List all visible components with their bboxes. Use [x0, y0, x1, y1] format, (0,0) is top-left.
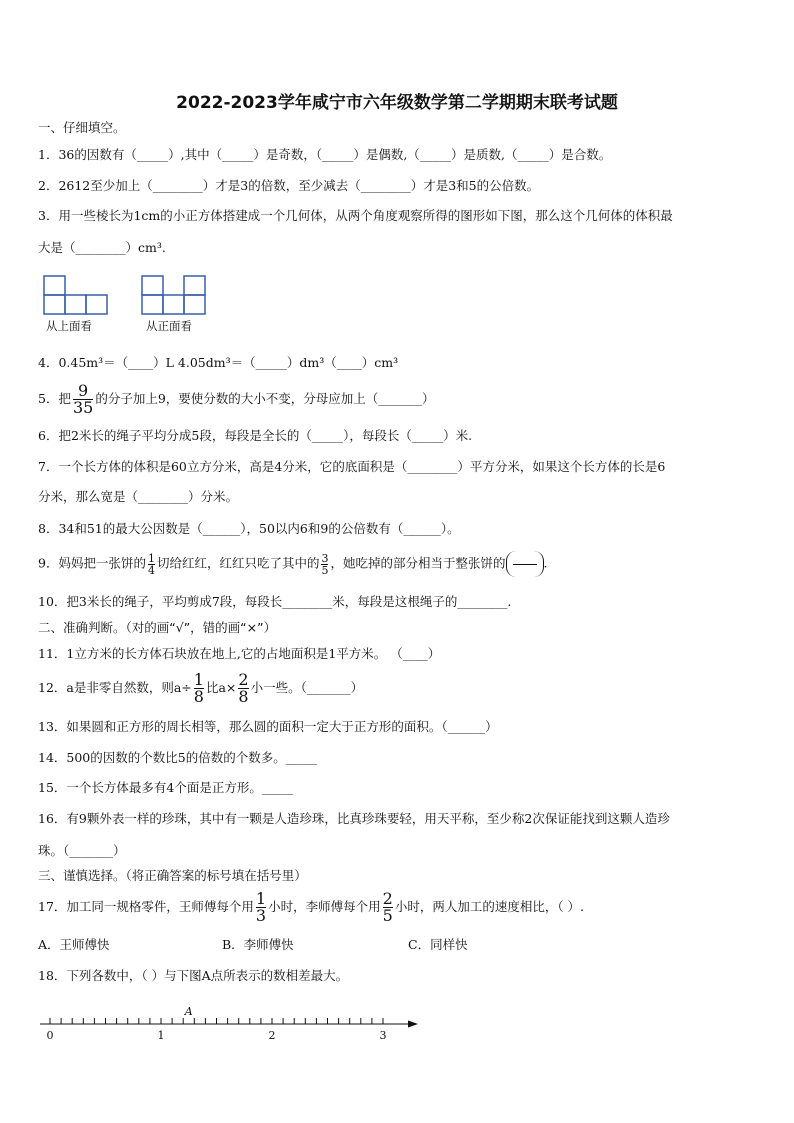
section-3-heading: 三、谨慎选择。（将正确答案的标号填在括号里） [38, 868, 307, 883]
question-6: 6．把2米长的绳子平均分成5段，每段是全长的（_____），每段长（_____）米. [38, 428, 473, 443]
q9-text-a: 9．妈妈把一张饼的 [38, 555, 146, 571]
q17-frac1-num: 1 [255, 889, 267, 908]
question-9 [38, 551, 547, 577]
q12-frac1-den: 8 [193, 687, 204, 706]
q9-fraction-1 [148, 553, 155, 576]
number-line [36, 1000, 426, 1044]
question-7-line-2: 分米，那么宽是（________）分米。 [38, 489, 239, 504]
number-line-arrow [408, 1021, 418, 1028]
q5-numerator: 9 [78, 381, 89, 400]
q5-denominator: 35 [72, 398, 94, 417]
q9-text-d: . [543, 555, 548, 571]
question-10: 10．把3米长的绳子，平均剪成7段，每段长________米，每段是这根绳子的________. [38, 594, 512, 609]
q9-text-c: ，她吃掉的部分相当于整张饼的 [330, 555, 506, 571]
question-13: 13．如果圆和正方形的周长相等，那么圆的面积一定大于正方形的面积。（______） [38, 719, 498, 734]
q17-option-b: B．李师傅快 [222, 937, 294, 952]
top-view-caption: 从上面看 [46, 319, 92, 333]
q17-fraction-2 [383, 891, 393, 924]
number-line-label: 2 [268, 1029, 276, 1042]
question-14: 14．500的因数的个数比5的倍数的个数多。_____ [38, 750, 317, 765]
question-12 [38, 672, 363, 705]
q9-frac1-num: 1 [147, 551, 155, 565]
number-line-label: 0 [46, 1029, 54, 1042]
question-3-line-2: 大是（________）cm³. [38, 240, 166, 255]
section-1-heading: 一、仔细填空。 [38, 120, 126, 135]
q17-frac1-den: 3 [255, 906, 267, 925]
q9-frac1-den: 4 [147, 563, 155, 577]
q9-frac2-den: 5 [321, 563, 329, 577]
q12-text-b: 比a× [205, 680, 237, 695]
q17-text-a: 17．加工同一规格零件，王师傅每个用 [38, 899, 254, 914]
q17-fraction-1 [256, 891, 266, 924]
question-8: 8．34和51的最大公因数是（______），50以内6和9的公倍数有（______）。 [38, 521, 460, 536]
q17-text-b: 小时，李师傅每个用 [268, 899, 381, 914]
point-a-label: A [184, 1005, 193, 1018]
question-16-line-1: 16．有9颗外表一样的珍珠，其中有一颗是人造珍珠，比真珍珠要轻，用天平称，至少称2次保证能找到这颗人造珍 [38, 811, 670, 826]
question-1: 1．36的因数有（_____）,其中（_____）是奇数，（_____）是偶数,（_____）是质数,（_____）是合数。 [38, 147, 612, 162]
q9-answer-blank [506, 551, 544, 577]
q17-option-a: A．王师傅快 [38, 937, 110, 952]
q5-text-after: 的分子加上9，要使分数的大小不变，分母应加上（_______） [95, 391, 435, 406]
q12-frac1-num: 1 [193, 670, 204, 689]
front-view-caption: 从正面看 [146, 319, 192, 333]
q9-fraction-2 [321, 553, 328, 576]
question-11: 11．1立方米的长方体石块放在地上,它的占地面积是1平方米。 （____） [38, 646, 441, 661]
q9-text-b: 切给红红，红红只吃了其中的 [156, 555, 320, 571]
front-view-grid [142, 276, 205, 314]
question-16-line-2: 珠。（_______） [38, 843, 126, 858]
question-18: 18．下列各数中，（ ）与下图A点所表示的数相差最大。 [38, 968, 349, 983]
q12-fraction-1 [194, 672, 204, 705]
q17-frac2-den: 5 [382, 906, 393, 925]
page-title: 2022-2023学年咸宁市六年级数学第二学期期末联考试题 [176, 93, 618, 113]
question-5 [38, 383, 435, 416]
q12-text-a: 12．a是非零自然数，则a÷ [38, 680, 192, 695]
q12-text-c: 小一些。（_______） [250, 680, 364, 695]
q5-fraction [73, 383, 93, 416]
question-4: 4．0.45m³＝（____）L 4.05dm³＝（_____）dm³（____）cm³ [38, 355, 399, 370]
q9-frac2-num: 3 [321, 551, 329, 565]
question-7-line-1: 7．一个长方体的体积是60立方分米，高是4分米，它的底面积是（________）平方分米，如果这个长方体的长是6 [38, 459, 666, 474]
views-figure [40, 272, 220, 318]
section-2-heading: 二、准确判断。（对的画“√”，错的画“×”） [38, 620, 277, 635]
number-line-label: 1 [157, 1029, 165, 1042]
q17-text-c: 小时，两人加工的速度相比，（ ）. [394, 899, 585, 914]
question-3-line-1: 3．用一些棱长为1cm的小正方体搭建成一个几何体，从两个角度观察所得的图形如下图，那么这个几何体的体积最 [38, 208, 673, 223]
top-view-grid [44, 276, 107, 314]
number-line-label: 3 [379, 1029, 387, 1042]
q17-option-c: C．同样快 [408, 937, 468, 952]
q5-text-before: 5．把 [38, 391, 71, 406]
q17-frac2-num: 2 [382, 889, 393, 908]
question-15: 15．一个长方体最多有4个面是正方形。_____ [38, 780, 294, 795]
question-2: 2．2612至少加上（________）才是3的倍数，至少减去（________）才是3和5的公倍数。 [38, 178, 540, 193]
q12-fraction-2 [238, 672, 248, 705]
q12-frac2-den: 8 [238, 687, 249, 706]
q12-frac2-num: 2 [238, 670, 249, 689]
question-17 [38, 891, 584, 924]
